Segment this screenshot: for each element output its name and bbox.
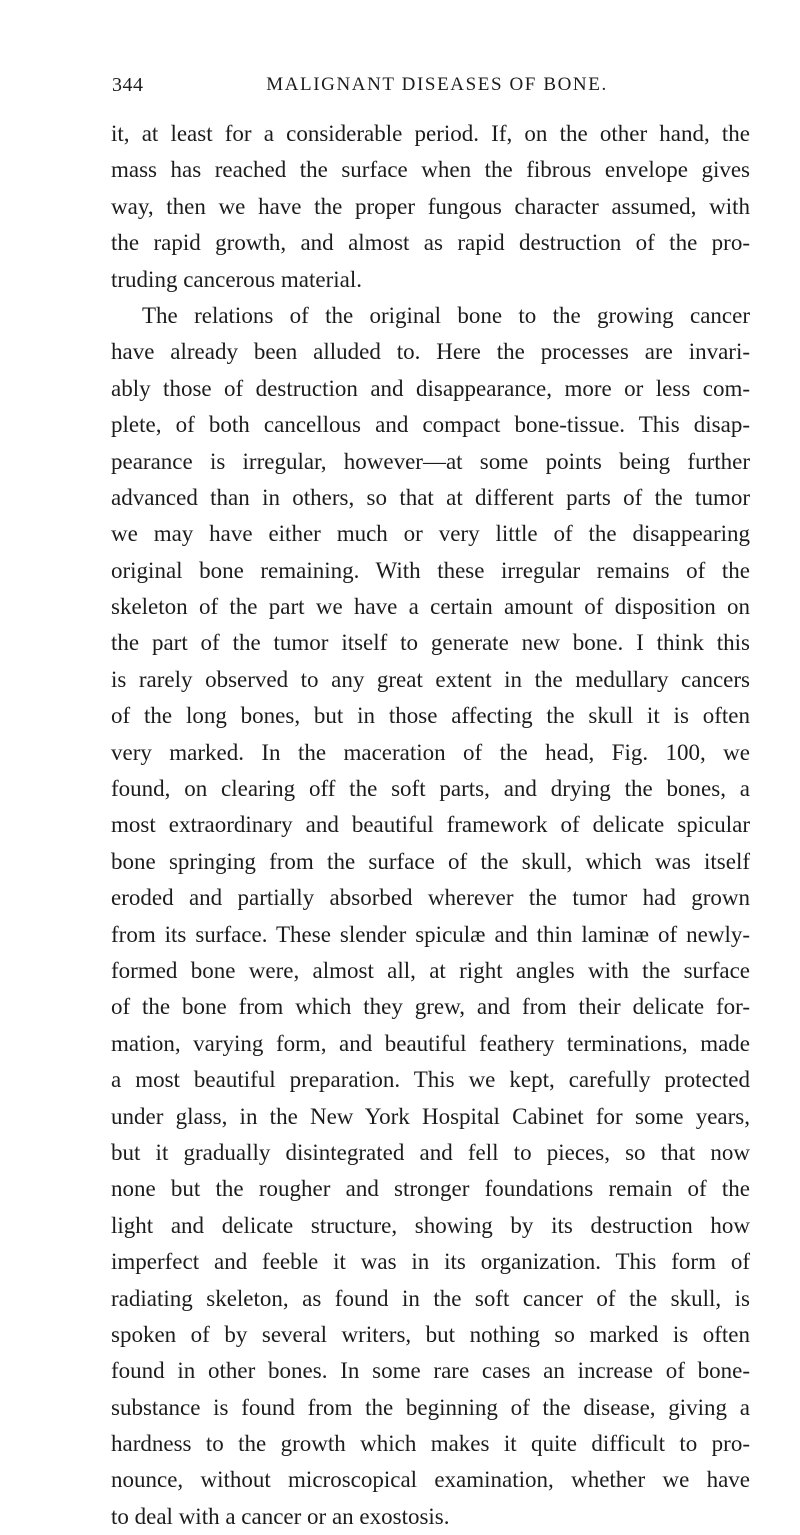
text-line: but it gradually disintegrated and fell to pieces, so that now [111, 1139, 750, 1165]
text-line: of the bone from which they grew, and from their delicate for- [111, 994, 750, 1020]
text-line: the rapid growth, and almost as rapid destruction of the pro- [111, 230, 750, 256]
text-line: radiating skeleton, as found in the soft cancer of the skull, is [111, 1285, 750, 1311]
text-line: found in other bones. In some rare cases an increase of bone- [111, 1358, 750, 1384]
text-line: ably those of destruction and disappearance, more or less com- [111, 375, 750, 401]
body-text [111, 116, 750, 1535]
text-line: substance is found from the beginning of the disease, giving a [111, 1394, 750, 1420]
text-line: truding cancerous material. [111, 266, 362, 292]
text-line: way, then we have the proper fungous character assumed, with [111, 193, 750, 219]
text-line: we may have either much or very little of the disappearing [111, 521, 750, 547]
text-line: plete, of both cancellous and compact bone-tissue. This disap- [111, 412, 750, 438]
text-line: of the long bones, but in those affecting the skull it is often [111, 703, 750, 729]
text-line: most extraordinary and beautiful framework of delicate spicular [111, 812, 750, 838]
text-line: is rarely observed to any great extent in the medullary cancers [111, 666, 750, 692]
text-line: original bone remaining. With these irregular remains of the [111, 557, 750, 583]
text-line: mass has reached the surface when the fibrous envelope gives [111, 157, 750, 183]
text-line: very marked. In the maceration of the head, Fig. 100, we [111, 739, 750, 765]
text-line: none but the rougher and stronger foundations remain of the [111, 1176, 750, 1202]
text-line: the part of the tumor itself to generate new bone. I think this [111, 630, 750, 656]
text-line: to deal with a cancer or an exostosis. [111, 1503, 450, 1529]
text-line: hardness to the growth which makes it quite difficult to pro- [111, 1431, 750, 1457]
text-line: spoken of by several writers, but nothing so marked is often [111, 1321, 750, 1347]
page-number: 344 [112, 74, 144, 96]
running-header [112, 74, 746, 104]
text-line: skeleton of the part we have a certain amount of disposition on [111, 594, 750, 620]
text-line: light and delicate structure, showing by its destruction how [111, 1212, 750, 1238]
running-title: MALIGNANT DISEASES OF BONE. [266, 74, 608, 95]
text-line: from its surface. These slender spiculæ and thin laminæ of newly- [111, 921, 750, 947]
text-line: The relations of the original bone to the growing cancer [142, 302, 750, 328]
text-line: under glass, in the New York Hospital Cabinet for some years, [111, 1103, 750, 1129]
text-line: advanced than in others, so that at different parts of the tumor [111, 484, 750, 510]
text-line: found, on clearing off the soft parts, and drying the bones, a [111, 776, 750, 802]
text-line: formed bone were, almost all, at right angles with the surface [111, 957, 750, 983]
text-line: have already been alluded to. Here the processes are invari- [111, 339, 750, 365]
text-line: it, at least for a considerable period. If, on the other hand, the [111, 121, 750, 146]
text-line: bone springing from the surface of the skull, which was itself [111, 848, 750, 874]
text-line: nounce, without microscopical examination, whether we have [111, 1467, 750, 1493]
text-line: eroded and partially absorbed wherever the tumor had grown [111, 885, 750, 911]
text-line: a most beautiful preparation. This we kept, carefully protected [111, 1067, 750, 1093]
text-line: pearance is irregular, however—at some points being further [111, 448, 750, 474]
text-line: mation, varying form, and beautiful feathery terminations, made [111, 1030, 750, 1056]
text-line: imperfect and feeble it was in its organization. This form of [111, 1249, 750, 1275]
